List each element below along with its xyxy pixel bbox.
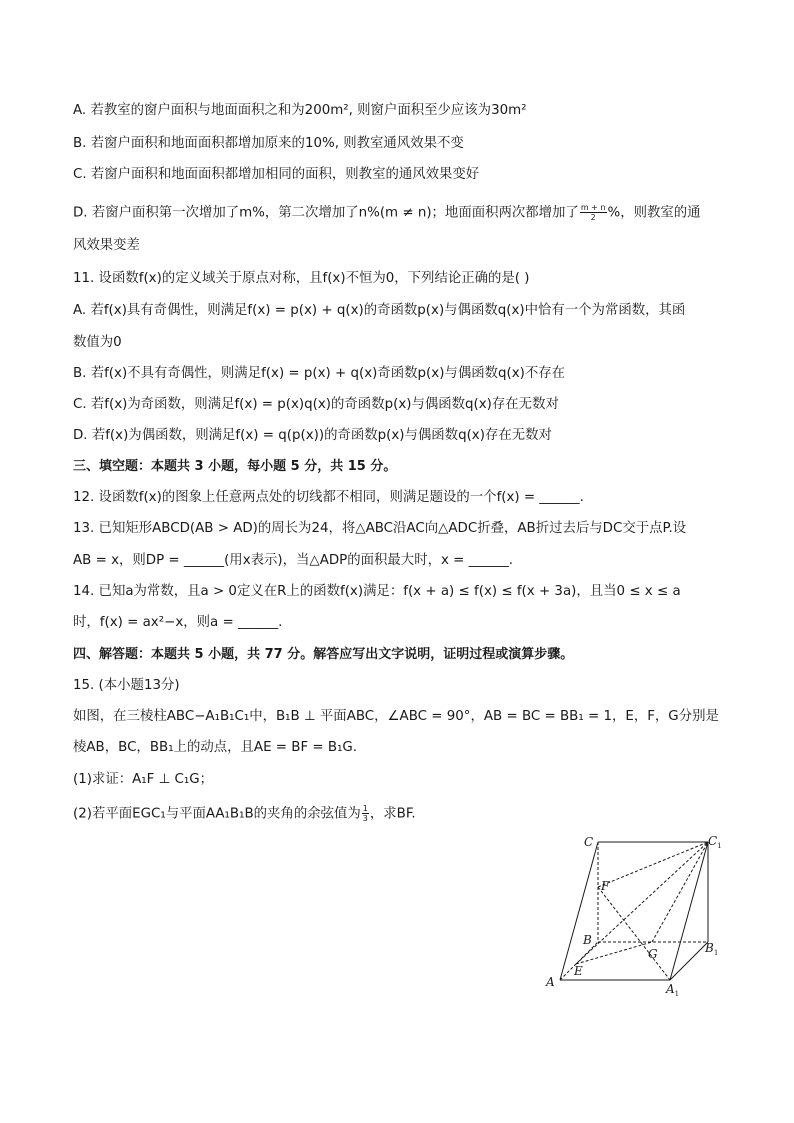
- label-C1-main: C: [708, 834, 718, 848]
- segment-F-C1: [598, 842, 708, 887]
- option-11a-continued: 数值为0: [73, 335, 122, 350]
- option-10b: B. 若窗户面积和地面面积都增加原来的10%, 则教室通风效果不变: [73, 136, 464, 151]
- fraction-numerator: m + n: [580, 203, 606, 212]
- question-13-continued: AB = x，则DP = ______(用x表示)，当△ADP的面积最大时，x = ______.: [73, 553, 514, 568]
- part-2-text: (2)若平面EGC₁与平面AA₁B₁B的夹角的余弦值为: [73, 806, 361, 822]
- label-A1-main: A: [666, 982, 675, 996]
- label-C1-sub: 1: [717, 842, 722, 850]
- segment-E-C1: [576, 842, 708, 964]
- fraction-denominator: 3: [362, 814, 368, 823]
- option-11b: B. 若f(x)不具有奇偶性，则满足f(x) = p(x) + q(x)奇函数p(x)与偶函数q(x)不存在: [73, 366, 566, 381]
- label-B1: [704, 941, 718, 957]
- question-15-part-1: (1)求证：A₁F ⊥ C₁G；: [73, 772, 214, 787]
- label-E: E: [574, 964, 583, 978]
- question-15-title: 15. (本小题13分): [73, 678, 180, 693]
- question-12: 12. 设函数f(x)的图象上任意两点处的切线都不相同，则满足题设的一个f(x) = ______.: [73, 490, 584, 505]
- edge-C1-A1: [670, 842, 708, 980]
- fraction-denominator: 2: [590, 213, 596, 222]
- question-14-continued: 时，f(x) = ax²−x，则a = ______.: [73, 615, 283, 630]
- fraction-m-plus-n-over-2: [580, 203, 607, 222]
- option-11c: C. 若f(x)为奇函数，则满足f(x) = p(x)q(x)的奇函数p(x)与偶函数q(x)存在无数对: [73, 397, 559, 412]
- label-B1-main: B: [705, 941, 714, 955]
- option-10c: C. 若窗户面积和地面面积都增加相同的面积，则教室的通风效果变好: [73, 167, 480, 182]
- option-10d-continued: 风效果变差: [73, 238, 140, 253]
- label-A: A: [546, 975, 555, 989]
- label-B1-sub: 1: [713, 949, 719, 957]
- label-C1: [708, 834, 722, 850]
- label-B: B: [583, 933, 592, 947]
- question-15-stem-continued: 棱AB，BC，BB₁上的动点，且AE = BF = B₁G.: [73, 740, 358, 755]
- section-fill-in-header: 三、填空题：本题共 3 小题，每小题 5 分，共 15 分。: [73, 459, 397, 474]
- label-C: C: [584, 835, 594, 849]
- question-13: 13. 已知矩形ABCD(AB > AD)的周长为24，将△ABC沿AC向△ADC折叠，AB折过去后与DC交于点P.设: [73, 521, 687, 536]
- label-G: G: [648, 947, 658, 961]
- option-11a: A. 若f(x)具有奇偶性，则满足f(x) = p(x) + q(x)的奇函数p(x)与偶函数q(x)中恰有一个为常函数，其函: [73, 303, 686, 318]
- prism-figure: [540, 830, 730, 1000]
- question-15-part-2: [73, 804, 416, 824]
- option-10d: [73, 203, 701, 223]
- section-answer-header: 四、解答题：本题共 5 小题，共 77 分。解答应写出文字说明，证明过程或演算步骤。: [73, 647, 574, 662]
- label-A1: [665, 982, 679, 998]
- question-14: 14. 已知a为常数，且a > 0定义在R上的函数f(x)满足：f(x + a) ≤ f(x) ≤ f(x + 3a)，且当0 ≤ x ≤ a: [73, 584, 681, 599]
- label-A1-sub: 1: [674, 990, 680, 998]
- question-15-stem: 如图，在三棱柱ABC−A₁B₁C₁中，B₁B ⊥ 平面ABC，∠ABC = 90°，AB = BC = BB₁ = 1，E，F，G分别是: [73, 709, 719, 724]
- option-10d-text: D. 若窗户面积第一次增加了m%，第二次增加了n%(m ≠ n)；地面面积两次都增加了: [73, 205, 579, 221]
- fraction-one-third: [362, 804, 369, 823]
- label-F: F: [601, 879, 610, 893]
- option-10a: A. 若教室的窗户面积与地面面积之和为200m², 则窗户面积至少应该为30m²: [73, 103, 527, 118]
- fraction-numerator: 1: [362, 804, 368, 813]
- question-11: 11. 设函数f(x)的定义域关于原点对称，且f(x)不恒为0，下列结论正确的是( ): [73, 271, 530, 286]
- part-2-text-end: ，求BF.: [369, 806, 416, 822]
- segment-F-A1: [598, 887, 670, 980]
- segment-G-C1: [652, 842, 708, 942]
- option-11d: D. 若f(x)为偶函数，则满足f(x) = q(p(x))的奇函数p(x)与偶函数q(x)存在无数对: [73, 428, 552, 443]
- option-10d-text-end: %，则教室的通: [607, 205, 701, 221]
